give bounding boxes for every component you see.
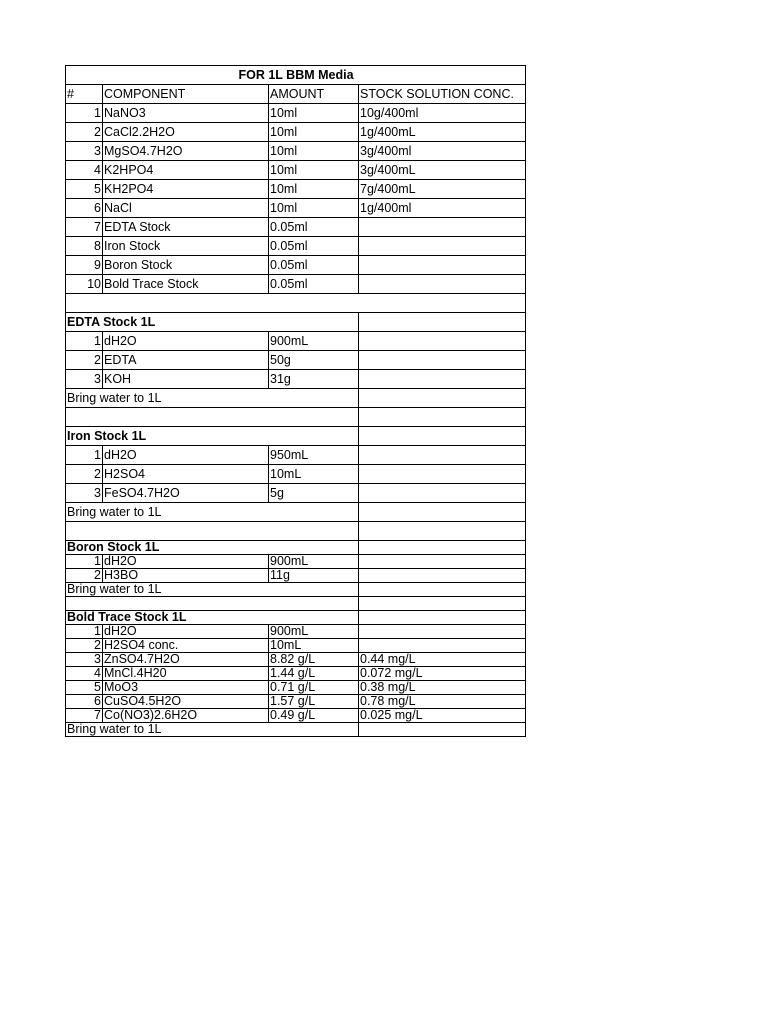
- amount-cell: 8.82 g/L: [269, 653, 359, 667]
- empty-cell: [359, 555, 526, 569]
- row-number: 2: [66, 465, 103, 484]
- table-row: [66, 218, 526, 237]
- amount-cell: 10mL: [269, 465, 359, 484]
- empty-cell: [359, 569, 526, 583]
- row-number: 5: [66, 180, 103, 199]
- component-cell: MoO3: [103, 681, 269, 695]
- conc-cell: 0.78 mg/L: [359, 695, 526, 709]
- spacer-row: [66, 408, 526, 427]
- amount-cell: 900mL: [269, 555, 359, 569]
- empty-cell: [359, 522, 526, 541]
- title-row: [66, 66, 526, 85]
- amount-cell: 950mL: [269, 446, 359, 465]
- row-number: 10: [66, 275, 103, 294]
- section-title: EDTA Stock 1L: [66, 313, 359, 332]
- component-cell: Iron Stock: [103, 237, 269, 256]
- conc-cell: 0.38 mg/L: [359, 681, 526, 695]
- conc-cell: 0.025 mg/L: [359, 709, 526, 723]
- table-row: [66, 332, 526, 351]
- table-row: [66, 275, 526, 294]
- section-footer: Bring water to 1L: [66, 389, 359, 408]
- amount-cell: 10ml: [269, 123, 359, 142]
- table-row: [66, 161, 526, 180]
- component-cell: NaNO3: [103, 104, 269, 123]
- row-number: 7: [66, 709, 103, 723]
- footer-row: [66, 723, 526, 737]
- conc-cell: 0.44 mg/L: [359, 653, 526, 667]
- empty-cell: [359, 465, 526, 484]
- table-row: [66, 237, 526, 256]
- row-number: 1: [66, 332, 103, 351]
- footer-row: [66, 583, 526, 597]
- section-title: Iron Stock 1L: [66, 427, 359, 446]
- amount-cell: 10ml: [269, 142, 359, 161]
- row-number: 5: [66, 681, 103, 695]
- conc-cell: 1g/400ml: [359, 199, 526, 218]
- row-number: 1: [66, 625, 103, 639]
- header-component: COMPONENT: [103, 85, 269, 104]
- table-row: [66, 484, 526, 503]
- spacer-row: [66, 294, 526, 313]
- component-cell: EDTA: [103, 351, 269, 370]
- component-cell: CuSO4.5H2O: [103, 695, 269, 709]
- empty-cell: [359, 408, 526, 427]
- table-row: [66, 639, 526, 653]
- conc-cell: [359, 256, 526, 275]
- conc-cell: 3g/400ml: [359, 142, 526, 161]
- table-row: [66, 667, 526, 681]
- table-row: [66, 370, 526, 389]
- table-row: [66, 555, 526, 569]
- table-row: [66, 142, 526, 161]
- empty-cell: [66, 522, 359, 541]
- table-row: [66, 625, 526, 639]
- amount-cell: 10ml: [269, 180, 359, 199]
- amount-cell: 0.05ml: [269, 218, 359, 237]
- section-title: Boron Stock 1L: [66, 541, 359, 555]
- section-footer: Bring water to 1L: [66, 583, 359, 597]
- section-title-row: [66, 541, 526, 555]
- footer-row: [66, 503, 526, 522]
- empty-cell: [359, 427, 526, 446]
- section-title-row: [66, 427, 526, 446]
- section-title-row: [66, 313, 526, 332]
- header-number: #: [66, 85, 103, 104]
- row-number: 3: [66, 142, 103, 161]
- empty-cell: [359, 503, 526, 522]
- component-cell: H2SO4 conc.: [103, 639, 269, 653]
- empty-cell: [359, 332, 526, 351]
- component-cell: KOH: [103, 370, 269, 389]
- row-number: 2: [66, 639, 103, 653]
- amount-cell: 900mL: [269, 625, 359, 639]
- conc-cell: 1g/400mL: [359, 123, 526, 142]
- empty-cell: [359, 723, 526, 737]
- footer-row: [66, 389, 526, 408]
- empty-cell: [359, 389, 526, 408]
- component-cell: Bold Trace Stock: [103, 275, 269, 294]
- table-row: [66, 104, 526, 123]
- amount-cell: 31g: [269, 370, 359, 389]
- row-number: 6: [66, 695, 103, 709]
- table-row: [66, 199, 526, 218]
- sheet-title: FOR 1L BBM Media: [66, 66, 526, 85]
- component-cell: MnCl.4H20: [103, 667, 269, 681]
- conc-cell: 0.072 mg/L: [359, 667, 526, 681]
- header-stock-conc: STOCK SOLUTION CONC.: [359, 85, 526, 104]
- amount-cell: 1.44 g/L: [269, 667, 359, 681]
- header-row: [66, 85, 526, 104]
- empty-cell: [359, 541, 526, 555]
- empty-cell: [359, 611, 526, 625]
- table-row: [66, 123, 526, 142]
- amount-cell: 10ml: [269, 104, 359, 123]
- component-cell: Boron Stock: [103, 256, 269, 275]
- empty-cell: [359, 484, 526, 503]
- table-row: [66, 653, 526, 667]
- amount-cell: 1.57 g/L: [269, 695, 359, 709]
- empty-cell: [359, 446, 526, 465]
- row-number: 4: [66, 161, 103, 180]
- conc-cell: 3g/400mL: [359, 161, 526, 180]
- component-cell: MgSO4.7H2O: [103, 142, 269, 161]
- spacer-row: [66, 522, 526, 541]
- bbm-media-table: [65, 65, 526, 737]
- component-cell: K2HPO4: [103, 161, 269, 180]
- row-number: 1: [66, 446, 103, 465]
- table-row: [66, 695, 526, 709]
- table-row: [66, 180, 526, 199]
- component-cell: dH2O: [103, 446, 269, 465]
- row-number: 4: [66, 667, 103, 681]
- component-cell: dH2O: [103, 332, 269, 351]
- component-cell: Co(NO3)2.6H2O: [103, 709, 269, 723]
- conc-cell: 10g/400ml: [359, 104, 526, 123]
- component-cell: KH2PO4: [103, 180, 269, 199]
- conc-cell: [359, 639, 526, 653]
- row-number: 1: [66, 104, 103, 123]
- row-number: 3: [66, 484, 103, 503]
- row-number: 9: [66, 256, 103, 275]
- row-number: 2: [66, 351, 103, 370]
- conc-cell: [359, 237, 526, 256]
- amount-cell: 900mL: [269, 332, 359, 351]
- empty-cell: [359, 313, 526, 332]
- empty-cell: [66, 408, 359, 427]
- section-footer: Bring water to 1L: [66, 503, 359, 522]
- conc-cell: [359, 625, 526, 639]
- amount-cell: 0.05ml: [269, 256, 359, 275]
- component-cell: FeSO4.7H2O: [103, 484, 269, 503]
- component-cell: H3BO: [103, 569, 269, 583]
- conc-cell: 7g/400mL: [359, 180, 526, 199]
- table-row: [66, 569, 526, 583]
- component-cell: ZnSO4.7H2O: [103, 653, 269, 667]
- table-row: [66, 256, 526, 275]
- table-row: [66, 465, 526, 484]
- component-cell: H2SO4: [103, 465, 269, 484]
- amount-cell: 0.05ml: [269, 237, 359, 256]
- empty-cell: [359, 370, 526, 389]
- amount-cell: 0.49 g/L: [269, 709, 359, 723]
- row-number: 3: [66, 370, 103, 389]
- empty-cell: [359, 597, 526, 611]
- amount-cell: 11g: [269, 569, 359, 583]
- component-cell: CaCl2.2H2O: [103, 123, 269, 142]
- section-title-row: [66, 611, 526, 625]
- section-title: Bold Trace Stock 1L: [66, 611, 359, 625]
- amount-cell: 0.71 g/L: [269, 681, 359, 695]
- row-number: 1: [66, 555, 103, 569]
- amount-cell: 10ml: [269, 199, 359, 218]
- empty-cell: [359, 583, 526, 597]
- amount-cell: 0.05ml: [269, 275, 359, 294]
- row-number: 2: [66, 569, 103, 583]
- section-footer: Bring water to 1L: [66, 723, 359, 737]
- row-number: 6: [66, 199, 103, 218]
- amount-cell: 10mL: [269, 639, 359, 653]
- row-number: 7: [66, 218, 103, 237]
- table-row: [66, 709, 526, 723]
- component-cell: dH2O: [103, 625, 269, 639]
- row-number: 3: [66, 653, 103, 667]
- amount-cell: 50g: [269, 351, 359, 370]
- component-cell: EDTA Stock: [103, 218, 269, 237]
- conc-cell: [359, 218, 526, 237]
- amount-cell: 10ml: [269, 161, 359, 180]
- component-cell: NaCl: [103, 199, 269, 218]
- empty-cell: [359, 351, 526, 370]
- table-row: [66, 351, 526, 370]
- conc-cell: [359, 275, 526, 294]
- table-row: [66, 681, 526, 695]
- header-amount: AMOUNT: [269, 85, 359, 104]
- spacer-row: [66, 597, 526, 611]
- spreadsheet: [65, 65, 525, 737]
- component-cell: dH2O: [103, 555, 269, 569]
- row-number: 2: [66, 123, 103, 142]
- empty-cell: [66, 597, 359, 611]
- amount-cell: 5g: [269, 484, 359, 503]
- row-number: 8: [66, 237, 103, 256]
- table-row: [66, 446, 526, 465]
